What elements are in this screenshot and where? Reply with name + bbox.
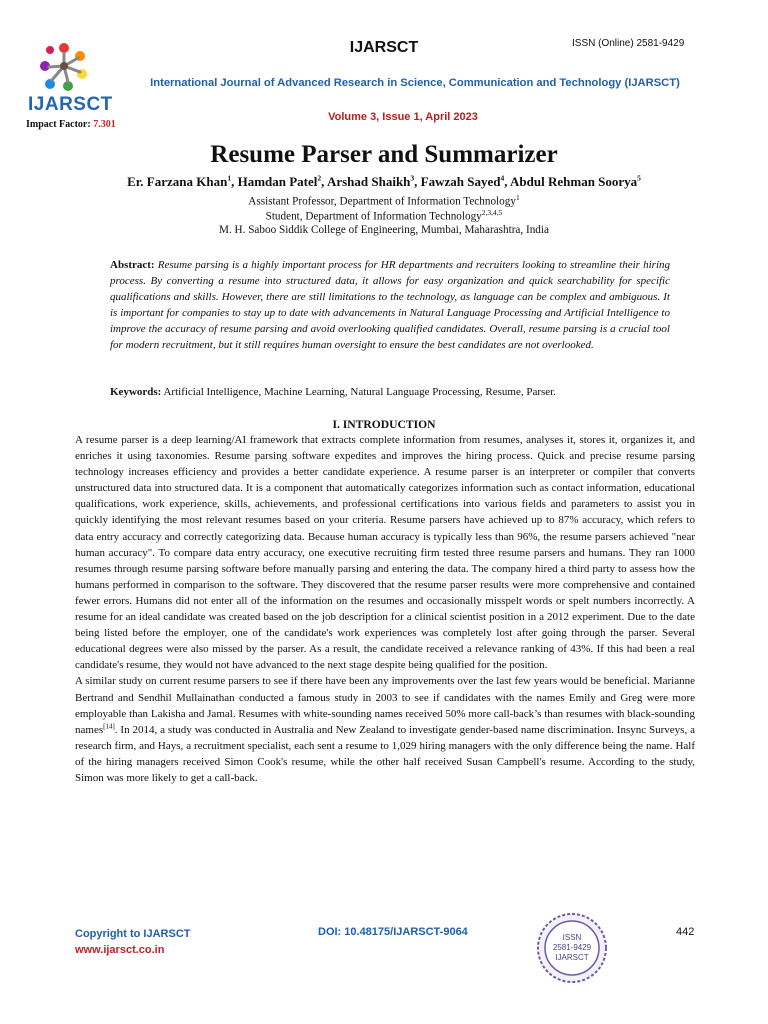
paper-title: Resume Parser and Summarizer <box>210 141 558 168</box>
issn-top: ISSN (Online) 2581-9429 <box>572 38 685 49</box>
paragraph: A resume parser is a deep learning/AI framework that extracts complete information from resumes, analyses it, stores it, organizes it, and enriches it using taxonomies. Resume parsing software expedites and improves the hiring process. Quick and precise resume parsing technology increases efficiency and provides a better candidate experience. A resume parser is an interpreter or compiler that converts unstructured data into structured data. It is a component that automatically categorizes information such as contact information, educational qualifications, work experience, skills, achievements, and professional certifications into various fields and parameters to assist you in quickly identifying the most relevant resumes based on your criteria. Resume parsers have achieved up to 87% accuracy, which refers to data entry accuracy and correctly categorizing data. Because human accuracy is typically less than 96%, the resume parsers achieved "near human accuracy". To compare data entry accuracy, one executive recruiting firm tested three resume parsers and humans. They ran 1000 resumes through resume parsing software before manually parsing and entering the data. The company hired a third party to assess how the humans performed in comparison to the software. They discovered that the resume parser results were more comprehensive and contained fewer errors. Humans did not enter all of the information on the resumes and occasionally misspelt words or spelt numbers incorrectly. A resume for an ideal candidate was created based on the job description for a clinical scientist position in a 2012 experiment. Due to the date being listed before the employer, one of the candidate's work experiences was completely lost after going through the parser. Several educational degrees were also missed by the parser. As a result, the candidate received a relevance ranking of 43%. If this had been a real candidate's resume, they would not have advanced to the next stage despite being qualified for the position. <box>75 434 695 672</box>
page-number: 442 <box>676 926 695 938</box>
impact-value: 7.301 <box>93 119 116 130</box>
author: Er. Farzana Khan$^1$, <box>127 174 238 190</box>
keywords <box>110 386 670 398</box>
seal-line-1: ISSN <box>562 933 582 942</box>
author-list <box>0 174 768 190</box>
institution: M. H. Saboo Siddik College of Engineering, Mumbai, Maharashtra, India <box>219 224 549 236</box>
impact-label: Impact Factor: <box>26 119 94 130</box>
abstract-text: Resume parsing is a highly important process for HR departments and recruiters looking to streamline their hiring process. By converting a resume into structured data, it allows for easy organization and quick searchability for specific qualifications and skills. However, there are still limitations to the technology, as language can be complex and ambiguous. It is important for companies to stay up to date with advancements in Natural Language Processing and Artificial Intelligence to improve the accuracy of resume parsing and avoid overlooking qualified candidates. Overall, resume parsing is a crucial tool for modern recruitment, but it still requires human oversight to ensure the best candidates are not overlooked. <box>110 259 670 352</box>
affiliation-2: Student, Department of Information Technology$^{2,3,4,5}$ <box>265 208 503 223</box>
keywords-text: Artificial Intelligence, Machine Learning, Natural Language Processing, Resume, Parser. <box>161 386 556 398</box>
paragraph: A similar study on current resume parsers to see if there have been any improvements over the last few years would be beneficial. Marianne Bertrand and Sendhil Mullainathan conducted a famous study in 2003 to see if candidates with the names Emily and Greg were more employable than Lakisha and Jamal. Resumes with white-sounding names received 50% more call-back’s than resumes with black-sounding names[14]. In 2014, a study was conducted in Australia and New Zealand to investigate gender-based name discrimination. Insync Surveys, a research firm, and Hays, a recruitment specialist, each sent a resume to 1,029 hiring managers with the only difference being the name. Half of the hiring managers received Simon Cook's resume, while the other half received Susan Campbell's resume. According to the study, Simon was more likely to get a call-back. <box>75 675 695 784</box>
abstract <box>110 257 670 354</box>
journal-full-name: International Journal of Advanced Research in Science, Communication and Technology (IJARSCT) <box>150 77 680 89</box>
footer-left <box>75 926 191 958</box>
copyright: Copyright to IJARSCT <box>75 928 191 940</box>
keywords-label: Keywords: <box>110 386 162 398</box>
volume-issue: Volume 3, Issue 1, April 2023 <box>328 111 478 123</box>
doi[interactable]: DOI: 10.48175/IJARSCT-9064 <box>318 926 468 938</box>
section-heading: I. INTRODUCTION <box>332 418 436 431</box>
citation-ref: [14] <box>103 722 115 731</box>
author: Abdul Rehman Soorya$^5$ <box>510 174 641 190</box>
introduction-body <box>75 432 695 786</box>
ijarsct-logo-icon <box>38 40 90 92</box>
issn-seal <box>536 912 608 989</box>
seal-line-2: 2581-9429 <box>552 943 592 952</box>
seal-line-3: IJARSCT <box>555 953 589 962</box>
author: Arshad Shaikh$^3$, <box>326 174 421 190</box>
abstract-label: Abstract: <box>110 259 155 271</box>
issn-seal-icon <box>536 912 608 984</box>
affiliation-1: Assistant Professor, Department of Information Technology$^1$ <box>248 193 520 208</box>
journal-logo <box>28 40 113 116</box>
journal-short-name: IJARSCT <box>349 39 419 56</box>
author: Hamdan Patel$^2$, <box>237 174 327 190</box>
website-link[interactable]: www.ijarsct.co.in <box>75 944 165 956</box>
author: Fawzah Sayed$^4$, <box>420 174 511 190</box>
logo-text: IJARSCT <box>28 94 113 115</box>
